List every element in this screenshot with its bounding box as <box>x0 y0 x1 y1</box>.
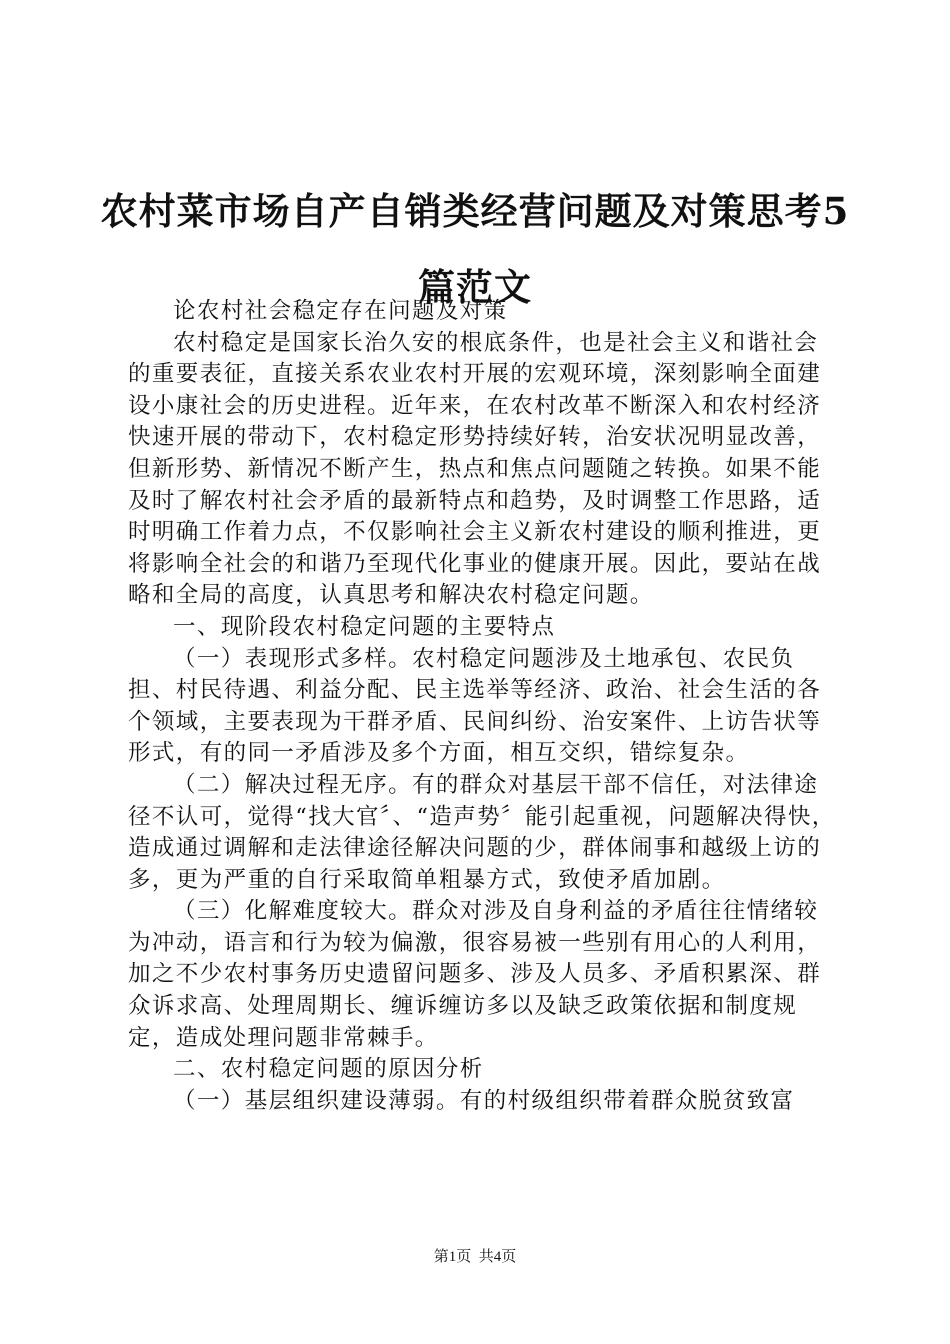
intro-paragraph: 农村稳定是国家长治久安的根底条件，也是社会主义和谐社会的重要表征，直接关系农业农村开展的宏观环境，深刻影响全面建设小康社会的历史进程。近年来，在农村改革不断深入和农村经济快速开展的带动下，农村稳定形势持续好转，治安状况明显改善，但新形势、新情况不断产生，热点和焦点问题随之转换。如果不能及时了解农村社会矛盾的最新特点和趋势，及时调整工作思路，适时明确工作着力点，不仅影响社会主义新农村建设的顺利推进，更将影响全社会的和谐乃至现代化事业的健康开展。因此，要站在战略和全局的高度，认真思考和解决农村稳定问题。 <box>128 329 822 609</box>
paragraph-2-1: （一）基层组织建设薄弱。有的村级组织带着群众脱贫致富 <box>173 1087 795 1114</box>
paragraph-1-2: （二）解决过程无序。有的群众对基层干部不信任，对法律途径不认可，觉得“找大官〞、“造声势〞能引起重视，问题解决得快，造成通过调解和走法律途径解决问题的少，群体闹事和越级上访的多，更为严重的自行采取简单粗暴方式，致使矛盾加剧。 <box>128 771 836 893</box>
page-footer <box>0 1245 950 1266</box>
section-heading-2: 二、农村稳定问题的原因分析 <box>173 1056 484 1083</box>
document-body <box>128 296 840 1117</box>
subtitle-heading: 论农村社会稳定存在问题及对策 <box>173 298 508 324</box>
section-heading-1: 一、现阶段农村稳定问题的主要特点 <box>173 613 556 640</box>
paragraph-1-1: （一）表现形式多样。农村稳定问题涉及土地承包、农民负担、村民待遇、利益分配、民主选举等经济、政治、社会生活的各个领域，主要表现为干群矛盾、民间纠纷、治安案件、上访告状等形式，有的同一矛盾涉及多个方面，相互交织，错综复杂。 <box>128 645 822 767</box>
paragraph-1-3: （三）化解难度较大。群众对涉及自身利益的矛盾往往情绪较为冲动，语言和行为较为偏激，很容易被一些别有用心的人利用，加之不少农村事务历史遗留问题多、涉及人员多、矛盾积累深、群众诉求高、处理周期长、缠诉缠访多以及缺乏政策依据和制度规定，造成处理问题非常棘手。 <box>128 898 822 1051</box>
title-line-1: 农村菜市场自产自销类经营问题及对策思考5 <box>100 189 850 233</box>
title-line-2: 篇范文 <box>418 265 532 309</box>
page-number: 第1页 共4页 <box>433 1249 517 1265</box>
